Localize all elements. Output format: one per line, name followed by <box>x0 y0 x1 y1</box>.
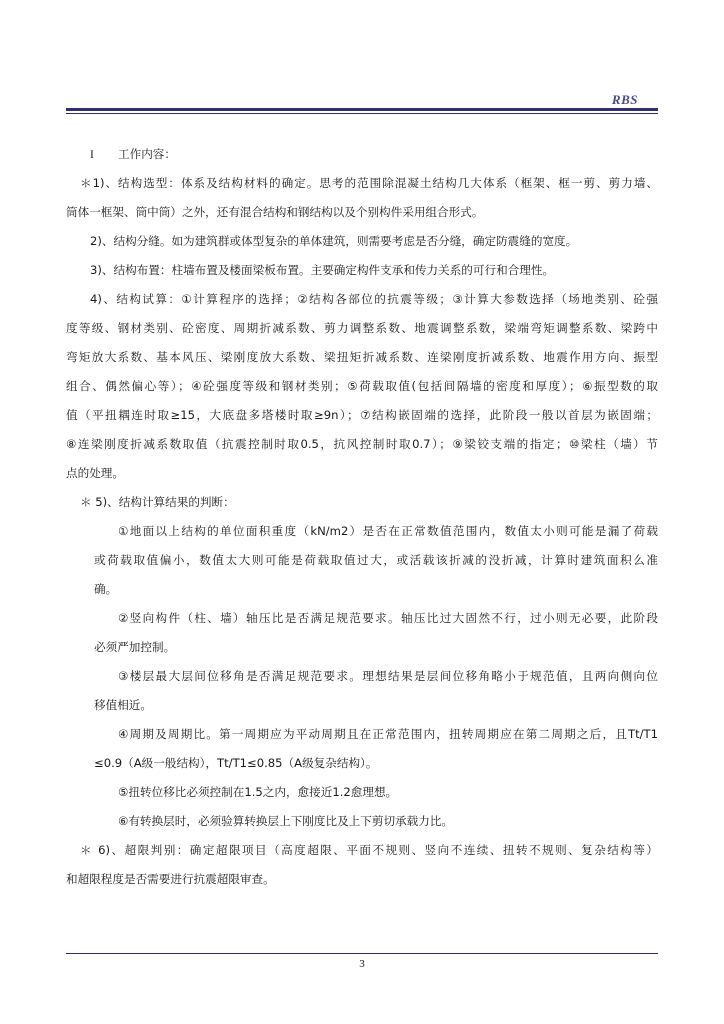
paragraph-line: 3)、结构布置：柱墙布置及楼面梁板布置。主要确定构件支承和传力关系的可行和合理性。 <box>90 263 555 277</box>
paragraph-line: ⑧连梁刚度折减系数取值（抗震控制时取0.5，抗风控制时取0.7）；⑨梁铰支端的指定；⑩梁柱（墙）节 <box>66 437 658 451</box>
paragraph-line: ⑥有转换层时，必须验算转换层上下刚度比及上下剪切承载力比。 <box>118 814 454 828</box>
paragraph-line: 确。 <box>94 582 118 596</box>
paragraph-line: ③楼层最大层间位移角是否满足规范要求。理想结果是层间位移角略小于规范值，且两向侧向位 <box>118 669 658 683</box>
paragraph-line: ①地面以上结构的单位面积重度（kN/m2）是否在正常数值范围内，数值太小则可能是漏了荷载 <box>118 524 658 538</box>
paragraph-line: 或荷载取值偏小，数值太大则可能是荷载取值过大，或活载该折减的没折减，计算时建筑面积么准 <box>94 553 658 567</box>
paragraph-line: ⑤扭转位移比必须控制在1.5之内，愈接近1.2愈理想。 <box>118 785 398 799</box>
paragraph-line: 组合、偶然偏心等）；④砼强度等级和钢材类别；⑤荷载取值(包括间隔墙的密度和厚度）；⑥振型数的取 <box>66 379 658 393</box>
paragraph-line: 筒体一框架、筒中筒）之外，还有混合结构和钢结构以及个别构件采用组合形式。 <box>66 205 484 219</box>
section-title: 工作内容： <box>118 147 176 161</box>
paragraph-line: ＊ 6)、超限判别：确定超限项目（高度超限、平面不规则、竖向不连续、扭转不规则、复杂结构等） <box>80 843 658 857</box>
header-rule <box>66 108 658 111</box>
footer-rule <box>66 953 658 954</box>
paragraph-line: 移值相近。 <box>94 698 152 712</box>
page-number: 3 <box>359 958 365 970</box>
section-heading <box>66 140 658 169</box>
paragraph-line: 度等级、钢材类别、砼密度、周期折减系数、剪力调整系数、地震调整系数，梁端弯矩调整系数、梁跨中 <box>66 321 658 335</box>
paragraph-line: 2)、结构分缝。如为建筑群或体型复杂的单体建筑，则需要考虑是否分缝，确定防震缝的宽度。 <box>90 234 578 248</box>
paragraph-line: 弯矩放大系数、基本风压、梁刚度放大系数、梁扭矩折减系数、连梁刚度折减系数、地震作用方向、振型 <box>66 350 658 364</box>
paragraph-line: 和超限程度是否需要进行抗震超限审查。 <box>66 872 275 886</box>
paragraph-line: ④周期及周期比。第一周期应为平动周期且在正常范围内，扭转周期应在第二周期之后，且Tt/T1 <box>118 727 658 741</box>
paragraph-line: 点的处理。 <box>66 466 124 480</box>
paragraph-line: ＊1)、结构选型：体系及结构材料的确定。思考的范围除混凝土结构几大体系（框架、框一剪、剪力墙、 <box>80 176 658 190</box>
paragraph-line: ②竖向构件（柱、墙）轴压比是否满足规范要求。轴压比过大固然不行，过小则无必要，此阶段 <box>118 611 658 625</box>
paragraph-line: 必须严加控制。 <box>94 640 176 654</box>
paragraph-line: 值（平扭耦连时取≥15，大底盘多塔楼时取≥9n）；⑦结构嵌固端的选择，此阶段一般以首层为嵌固端； <box>66 408 658 422</box>
header-rule-thin <box>66 113 658 114</box>
header-brand: RBS <box>611 92 638 107</box>
page-body <box>66 140 658 894</box>
section-roman: I <box>90 148 94 161</box>
paragraph-line: ≤0.9（A级一般结构），Tt/T1≤0.85（A级复杂结构）。 <box>94 756 378 770</box>
paragraph-line: ＊ 5)、结构计算结果的判断： <box>80 495 235 509</box>
paragraph-line: 4)、结构试算：①计算程序的选择；②结构各部位的抗震等级；③计算大参数选择（场地类别、砼强 <box>90 292 658 306</box>
